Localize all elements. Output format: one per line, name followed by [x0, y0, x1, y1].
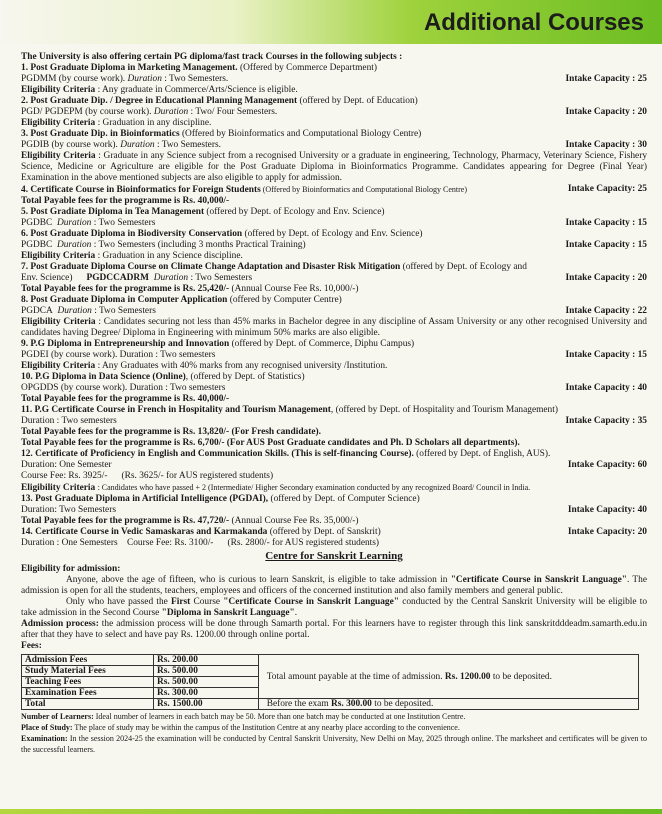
course-8-intake: Intake Capacity : 22 [565, 306, 647, 316]
course-1-details: PGDMM (by course work). Duration : Two Semesters. Intake Capacity : 25 [21, 74, 647, 84]
course-11-title: 11. P.G Certificate Course in French in Hospitality and Tourism Management, (offered by Dept. of Hospitality and Tourism Management) [21, 405, 558, 415]
sanskrit-fees-table [21, 654, 639, 710]
course-12-details: Duration: One Semester Intake Capacity: 60 [21, 460, 647, 470]
fee-row-admission [22, 655, 639, 666]
course-14-intake: Intake Capacity: 20 [567, 527, 647, 537]
course-13-fees: Total Payable fees for the programme is Rs. 47,720/- (Annual Course Fee Rs. 35,000/-) [21, 516, 359, 526]
sanskrit-eligibility-heading: Eligibility for admission: [21, 564, 121, 574]
course-10-fees: Total Payable fees for the programme is Rs. 40,000/- [21, 394, 230, 404]
sanskrit-place-of-study: Place of Study: The place of study may be within the campus of the Institution Centre at any nearby place according to the convenience. [21, 723, 460, 732]
fee-amount: Rs. 200.00 [154, 655, 259, 666]
fee-label: Teaching Fees [22, 677, 154, 688]
course-6-title: 6. Post Graduate Diploma in Biodiversity Conservation (offered by Dept. of Ecology and Env. Science) [21, 229, 423, 239]
course-4-intake: Intake Capacity: 25 [567, 184, 647, 194]
course-9-eligibility: Eligibility Criteria : Any Graduates with 40% marks from any recognised university /Institution. [21, 361, 388, 371]
course-2-eligibility: Eligibility Criteria : Graduation in any discipline. [21, 118, 212, 128]
sanskrit-admission-process: Admission process: the admission process will be done through Samarth portal. For this learners have to register through this link sanskritdddeadm.samarth.edu.in after that they have to select and have pay Rs. 1200.00 through online portal. [21, 619, 648, 640]
fee-amount: Rs. 500.00 [154, 666, 259, 677]
course-12-eligibility: Eligibility Criteria : Candidates who have passed + 2 (Intermediate/ Higher Secondary examination conducted by any recognized Board/ Council in India. [21, 483, 531, 493]
course-13-title: 13. Post Graduate Diploma in Artificial Intelligence (PGDAI), (offered by Dept. of Computer Science) [21, 494, 420, 504]
course-9-title: 9. P.G Diploma in Entrepreneurship and Innovation (offered by Dept. of Commerce, Diphu Campus) [21, 339, 415, 349]
course-14-details: Duration : One Semesters Course Fee: Rs. 3100/- (Rs. 2800/- for AUS registered students) [21, 538, 380, 548]
course-14-title: 14. Certificate Course in Vedic Samaskaras and Karmakanda (offered by Dept. of Sanskrit) Intake Capacity: 20 [21, 527, 647, 537]
course-1-intake: Intake Capacity : 25 [565, 74, 647, 84]
course-8-title: 8. Post Graduate Diploma in Computer Application (offered by Computer Centre) [21, 295, 342, 305]
sanskrit-eligibility-para-2: Only who have passed the First Course "Certificate Course in Sanskrit Language" conducted by the Central Sanskrit University will be eligible to take admission in the Second Course "Diploma in Sanskrit Language". [21, 597, 648, 618]
course-12-title: 12. Certificate of Proficiency in English and Communication Skills. (This is self-financing Course). (offered by Dept. of English, AUS). [21, 449, 551, 459]
course-10-title: 10. P.G Diploma in Data Science (Online), (offered by Dept. of Statistics) [21, 372, 305, 382]
fee-label: Total [22, 699, 154, 710]
fee-label: Examination Fees [22, 688, 154, 699]
course-7-fees: Total Payable fees for the programme is Rs. 25,420/- (Annual Course Fee Rs. 10,000/-) [21, 284, 359, 294]
course-6-details: PGDBC Duration : Two Semesters (including 3 months Practical Training) Intake Capacity : 15 [21, 240, 647, 250]
course-9-intake: Intake Capacity : 15 [565, 350, 647, 360]
course-1-title: 1. Post Graduate Diploma in Marketing Management. (Offered by Commerce Department) [21, 63, 378, 73]
courses-content [21, 52, 647, 755]
course-3-title: 3. Post Graduate Dip. in Bioinformatics (Offered by Bioinformatics and Computational Biology Centre) [21, 129, 422, 139]
fee-row-total [22, 699, 639, 710]
fee-label: Study Material Fees [22, 666, 154, 677]
fee-note-admission: Total amount payable at the time of admission. Rs. 1200.00 to be deposited. [259, 655, 639, 699]
course-5-intake: Intake Capacity : 15 [565, 218, 647, 228]
course-1-eligibility: Eligibility Criteria : Any graduate in Commerce/Arts/Science is eligible. [21, 85, 298, 95]
course-9-details: PGDEI (by course work). Duration : Two semesters Intake Capacity : 15 [21, 350, 647, 360]
course-11-fees-aus: Total Payable fees for the programme is Rs. 6,700/- (For AUS Post Graduate candidates and Ph. D Scholars all departments). [21, 438, 520, 448]
course-3-eligibility: Eligibility Criteria : Graduate in any Science subject from a recognised University or a graduate in engineering, Technology, Pharmacy, Veterinary Science, Fishery Science, Medicine or Agriculture are eligible for the Post Graduate Diploma in Bioinformatics Programme. Candidates appearing for Degree (Final Year) Examination in the above mentioned subjects are also eligible to apply for admission. [21, 151, 648, 183]
course-8-details: PGDCA Duration : Two Semesters Intake Capacity : 22 [21, 306, 647, 316]
course-6-intake: Intake Capacity : 15 [565, 240, 647, 250]
course-10-intake: Intake Capacity : 40 [565, 383, 647, 393]
course-4-fees: Total Payable fees for the programme is Rs. 40,000/- [21, 196, 230, 206]
course-3-details: PGDIB (by course work). Duration : Two Semesters. Intake Capacity : 30 [21, 140, 647, 150]
course-10-details: OPGDDS (by course work). Duration : Two semesters Intake Capacity : 40 [21, 383, 647, 393]
sanskrit-fees-heading: Fees: [21, 641, 42, 651]
course-11-intake: Intake Capacity : 35 [565, 416, 647, 426]
course-12-fee: Course Fee: Rs. 3925/- (Rs. 3625/- for AUS registered students) [21, 471, 274, 481]
course-7-details: Env. Science) PGDCCADRM Duration : Two Semesters Intake Capacity : 20 [21, 273, 647, 283]
course-7-title: 7. Post Graduate Diploma Course on Climate Change Adaptation and Disaster Risk Mitigation (offered by Dept. of Ecology and [21, 262, 527, 272]
course-13-intake: Intake Capacity: 40 [567, 505, 647, 515]
fee-label: Admission Fees [22, 655, 154, 666]
course-2-intake: Intake Capacity : 20 [565, 107, 647, 117]
course-8-eligibility: Eligibility Criteria : Candidates securing not less than 45% marks in Bachelor degree in any discipline of Assam University or any other recognised University and candidates having Degree/ Diploma in Engineering with minimum 50% marks are also eligible. [21, 317, 647, 338]
course-5-details: PGDBC Duration : Two Semesters Intake Capacity : 15 [21, 218, 647, 228]
course-7-intake: Intake Capacity : 20 [565, 273, 647, 283]
fee-amount: Rs. 1500.00 [154, 699, 259, 710]
footer-bar [0, 809, 662, 814]
course-11-fees-fresh: Total Payable fees for the programme is Rs. 13,820/- (For Fresh candidate). [21, 427, 321, 437]
header-banner [0, 0, 662, 44]
fee-amount: Rs. 300.00 [154, 688, 259, 699]
course-2-details: PGD/ PGDEPM (by course work). Duration : Two/ Four Semesters. Intake Capacity : 20 [21, 107, 647, 117]
sanskrit-eligibility-para-1: Anyone, above the age of fifteen, who is curious to learn Sanskrit, is eligible to take admission in "Certificate Course in Sanskrit Language". The admission is open for all the students, teachers, employees and officers of the concerned institution and also family members and general public. [21, 575, 647, 596]
sanskrit-number-of-learners: Number of Learners: Ideal number of learners in each batch may be 50. More than one batch may be conducted at one Institution Centre. [21, 712, 466, 721]
course-4-title: 4. Certificate Course in Bioinformatics for Foreign Students (Offered by Bioinformatics and Computational Biology Centre) Intake Capacity: 25 [21, 184, 647, 195]
course-5-title: 5. Post Gradiate Diploma in Tea Management (offered by Dept. of Ecology and Env. Science) [21, 207, 385, 217]
course-2-title: 2. Post Graduate Dip. / Degree in Educational Planning Management (offered by Dept. of Education) [21, 96, 418, 106]
course-3-intake: Intake Capacity : 30 [565, 140, 647, 150]
fee-amount: Rs. 500.00 [154, 677, 259, 688]
fee-note-exam: Before the exam Rs. 300.00 to be deposited. [259, 699, 639, 710]
course-12-intake: Intake Capacity: 60 [567, 460, 647, 470]
course-13-details: Duration: Two Semesters Intake Capacity: 40 [21, 505, 647, 515]
sanskrit-examination: Examination: In the session 2024-25 the examination will be conducted by Central Sanskrit University, New Delhi on May, 2025 through online. The marksheet and certificates will be given to the successful learners. [21, 734, 647, 754]
course-11-details: Duration : Two semesters Intake Capacity : 35 [21, 416, 647, 426]
page-title: Additional Courses [423, 9, 644, 36]
intro-text: The University is also offering certain PG diploma/fast track Courses in the following subjects : [21, 52, 403, 62]
sanskrit-centre-heading: Centre for Sanskrit Learning [265, 550, 403, 562]
course-6-eligibility: Eligibility Criteria : Graduation in any Science discipline. [21, 251, 243, 261]
